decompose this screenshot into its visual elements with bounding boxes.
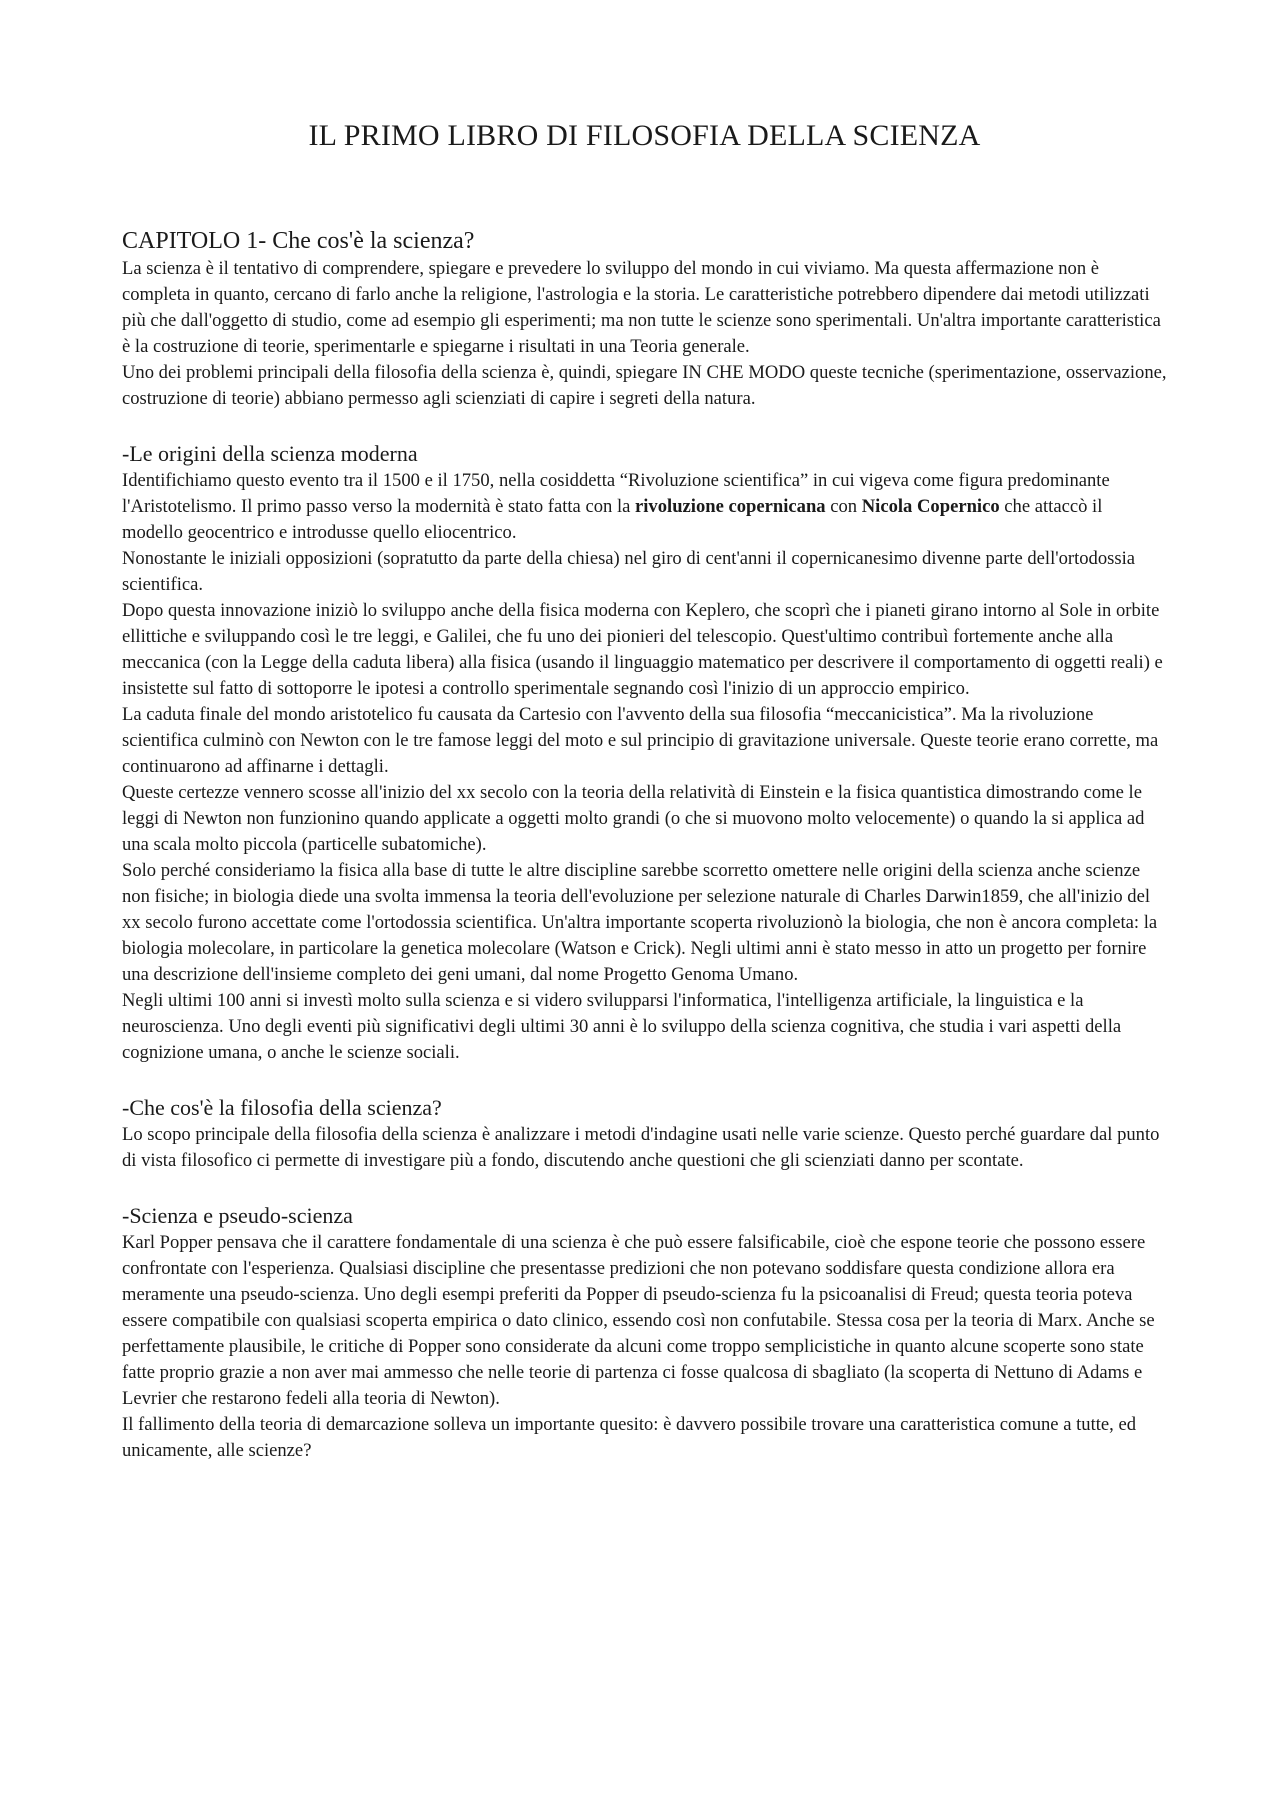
section-title-pseudo-science: -Scienza e pseudo-scienza (122, 1203, 353, 1228)
paragraph: La scienza è il tentativo di comprendere, spiegare e prevedere lo sviluppo del mondo in cui viviamo. Ma questa affermazione non è completa in quanto, cercano di farlo anche la religione, l'astrologia e la storia. Le caratteristiche potrebbero dipendere dai metodi utilizzati più che dall'oggetto di studio, come ad esempio gli esperimenti; ma non tutte le scienze sono sperimentali. Un'altra importante caratteristica è la costruzione di teorie, sperimentarle e spiegarne i risultati in una Teoria generale. (122, 258, 1161, 357)
text-run: con (825, 496, 862, 517)
paragraph (122, 468, 1167, 546)
document-page (122, 118, 1167, 1492)
section-title-philosophy: -Che cos'è la filosofia della scienza? (122, 1095, 442, 1120)
paragraph: Dopo questa innovazione iniziò lo sviluppo anche della fisica moderna con Keplero, che scoprì che i pianeti girano intorno al Sole in orbite ellittiche e sviluppando così le tre leggi, e Galilei, che fu uno dei pionieri del telescopio. Quest'ultimo contribuì fortemente anche alla meccanica (con la Legge della caduta libera) alla fisica (usando il linguaggio matematico per descrivere il comportamento di oggetti reali) e insistette sul fatto di sottoporre le ipotesi a controllo sperimentale segnando così l'inizio di un approccio empirico. (122, 600, 1163, 699)
paragraph: Nonostante le iniziali opposizioni (sopratutto da parte della chiesa) nel giro di cent'anni il copernicanesimo divenne parte dell'ortodossia scientifica. (122, 548, 1136, 595)
paragraph: Karl Popper pensava che il carattere fondamentale di una scienza è che può essere falsificabile, cioè che espone teorie che possono essere confrontate con l'esperienza. Qualsiasi discipline che presentasse predizioni che non potevano soddisfare questa condizione allora era meramente una pseudo-scienza. Uno degli esempi preferiti da Popper di pseudo-scienza fu la psicoanalisi di Freud; questa teoria poteva essere compatibile con qualsiasi scoperta empirica o dato clinico, essendo così non confutabile. Stessa cosa per la teoria di Marx. Anche se perfettamente plausibile, le critiche di Popper sono considerate da alcuni come troppo semplicistiche in quanto alcune scoperte sono state fatte proprio grazie a non aver mai ammesso che nelle teorie di partenza ci fosse qualcosa di sbagliato (la scoperta di Nettuno di Adams e Levrier che restarono fedeli alla teoria di Newton). (122, 1232, 1155, 1409)
paragraph: Uno dei problemi principali della filosofia della scienza è, quindi, spiegare IN CHE MODO queste tecniche (sperimentazione, osservazione, costruzione di teorie) abbiano permesso agli scienziati di capire i segreti della natura. (122, 362, 1167, 409)
paragraph: Solo perché consideriamo la fisica alla base di tutte le altre discipline sarebbe scorretto omettere nelle origini della scienza anche scienze non fisiche; in biologia diede una svolta immensa la teoria dell'evoluzione per selezione naturale di Charles Darwin1859, che all'inizio del xx secolo furono accettate come l'ortodossia scientifica. Un'altra importante scoperta rivoluzionò la biologia, che non è ancora completa: la biologia molecolare, in particolare la genetica molecolare (Watson e Crick). Negli ultimi anni è stato messo in atto un progetto per fornire una descrizione dell'insieme completo dei geni umani, dal nome Progetto Genoma Umano. (122, 860, 1158, 985)
origins-section (122, 440, 1167, 1066)
paragraph: Il fallimento della teoria di demarcazione solleva un importante quesito: è davvero possibile trovare una caratteristica comune a tutte, ed unicamente, alle scienze? (122, 1414, 1137, 1461)
philosophy-section (122, 1094, 1167, 1174)
chapter-title: CAPITOLO 1- Che cos'è la scienza? (122, 228, 475, 254)
paragraph: Negli ultimi 100 anni si investì molto sulla scienza e si videro svilupparsi l'informatica, l'intelligenza artificiale, la linguistica e la neuroscienza. Uno degli eventi più significativi degli ultimi 30 anni è lo sviluppo della scienza cognitiva, che studia i vari aspetti della cognizione umana, o anche le scienze sociali. (122, 990, 1122, 1063)
chapter-section (122, 226, 1167, 412)
text-run: che attaccò il modello geocentrico e introdusse quello eliocentrico. (122, 496, 1103, 543)
section-title-origins: -Le origini della scienza moderna (122, 441, 418, 466)
paragraph: La caduta finale del mondo aristotelico fu causata da Cartesio con l'avvento della sua filosofia “meccanicistica”. Ma la rivoluzione scientifica culminò con Newton con le tre famose leggi del moto e sul principio di gravitazione universale. Queste teorie erano corrette, ma continuarono ad affinarne i dettagli. (122, 704, 1159, 777)
bold-term: Nicola Copernico (861, 496, 1000, 517)
text-run: Identifichiamo questo evento tra il 1500 e il 1750, nella cosiddetta “Rivoluzione scientifica” in cui vigeva come figura predominante l'Aristotelismo. Il primo passo verso la modernità è stato fatta con la (122, 470, 1110, 517)
pseudo-science-section (122, 1202, 1167, 1464)
document-title: IL PRIMO LIBRO DI FILOSOFIA DELLA SCIENZA (308, 119, 981, 152)
paragraph: Queste certezze vennero scosse all'inizio del xx secolo con la teoria della relatività di Einstein e la fisica quantistica dimostrando come le leggi di Newton non funzionino quando applicate a oggetti molto grandi (o che si muovono molto velocemente) o quando la si applica ad una scala molto piccola (particelle subatomiche). (122, 782, 1145, 855)
paragraph: Lo scopo principale della filosofia della scienza è analizzare i metodi d'indagine usati nelle varie scienze. Questo perché guardare dal punto di vista filosofico ci permette di investigare più a fondo, discutendo anche questioni che gli scienziati danno per scontate. (122, 1124, 1160, 1171)
bold-term: rivoluzione copernicana (635, 496, 826, 517)
